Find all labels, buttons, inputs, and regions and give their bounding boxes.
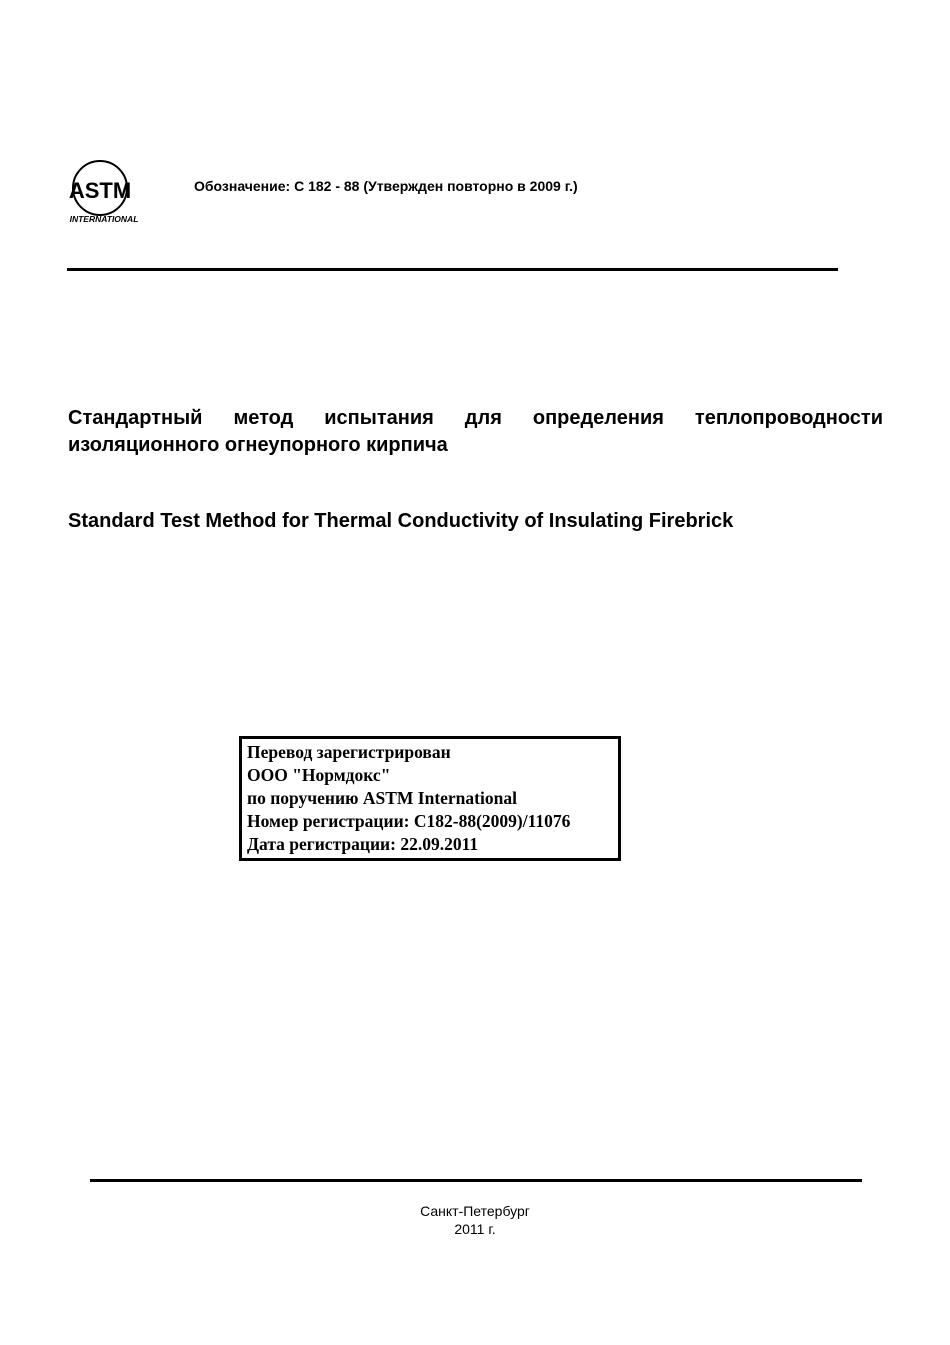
publication-place	[0, 1202, 950, 1238]
bottom-divider	[90, 1179, 862, 1182]
logo-subtext: INTERNATIONAL	[69, 214, 139, 224]
document-designation: Обозначение: C 182 - 88 (Утвержден повторно в 2009 г.)	[194, 178, 578, 194]
title-english: Standard Test Method for Thermal Conductivity of Insulating Firebrick	[68, 510, 734, 532]
logo-text: ASTM	[68, 178, 132, 203]
registration-stamp	[239, 736, 621, 861]
year: 2011 г.	[454, 1221, 496, 1237]
registration-line-2: ООО "Нормдокс"	[247, 765, 391, 785]
registration-line-1: Перевод зарегистрирован	[247, 742, 451, 762]
registration-number: Номер регистрации: C182-88(2009)/11076	[247, 811, 571, 831]
top-divider	[67, 268, 838, 271]
astm-logo-icon	[66, 160, 144, 228]
registration-date: Дата регистрации: 22.09.2011	[247, 834, 479, 854]
registration-line-3: по поручению ASTM International	[247, 788, 517, 808]
city: Санкт-Петербург	[420, 1203, 530, 1219]
title-russian: Стандартный метод испытания для определения теплопроводности изоляционного огнеупорного кирпича	[68, 407, 883, 456]
